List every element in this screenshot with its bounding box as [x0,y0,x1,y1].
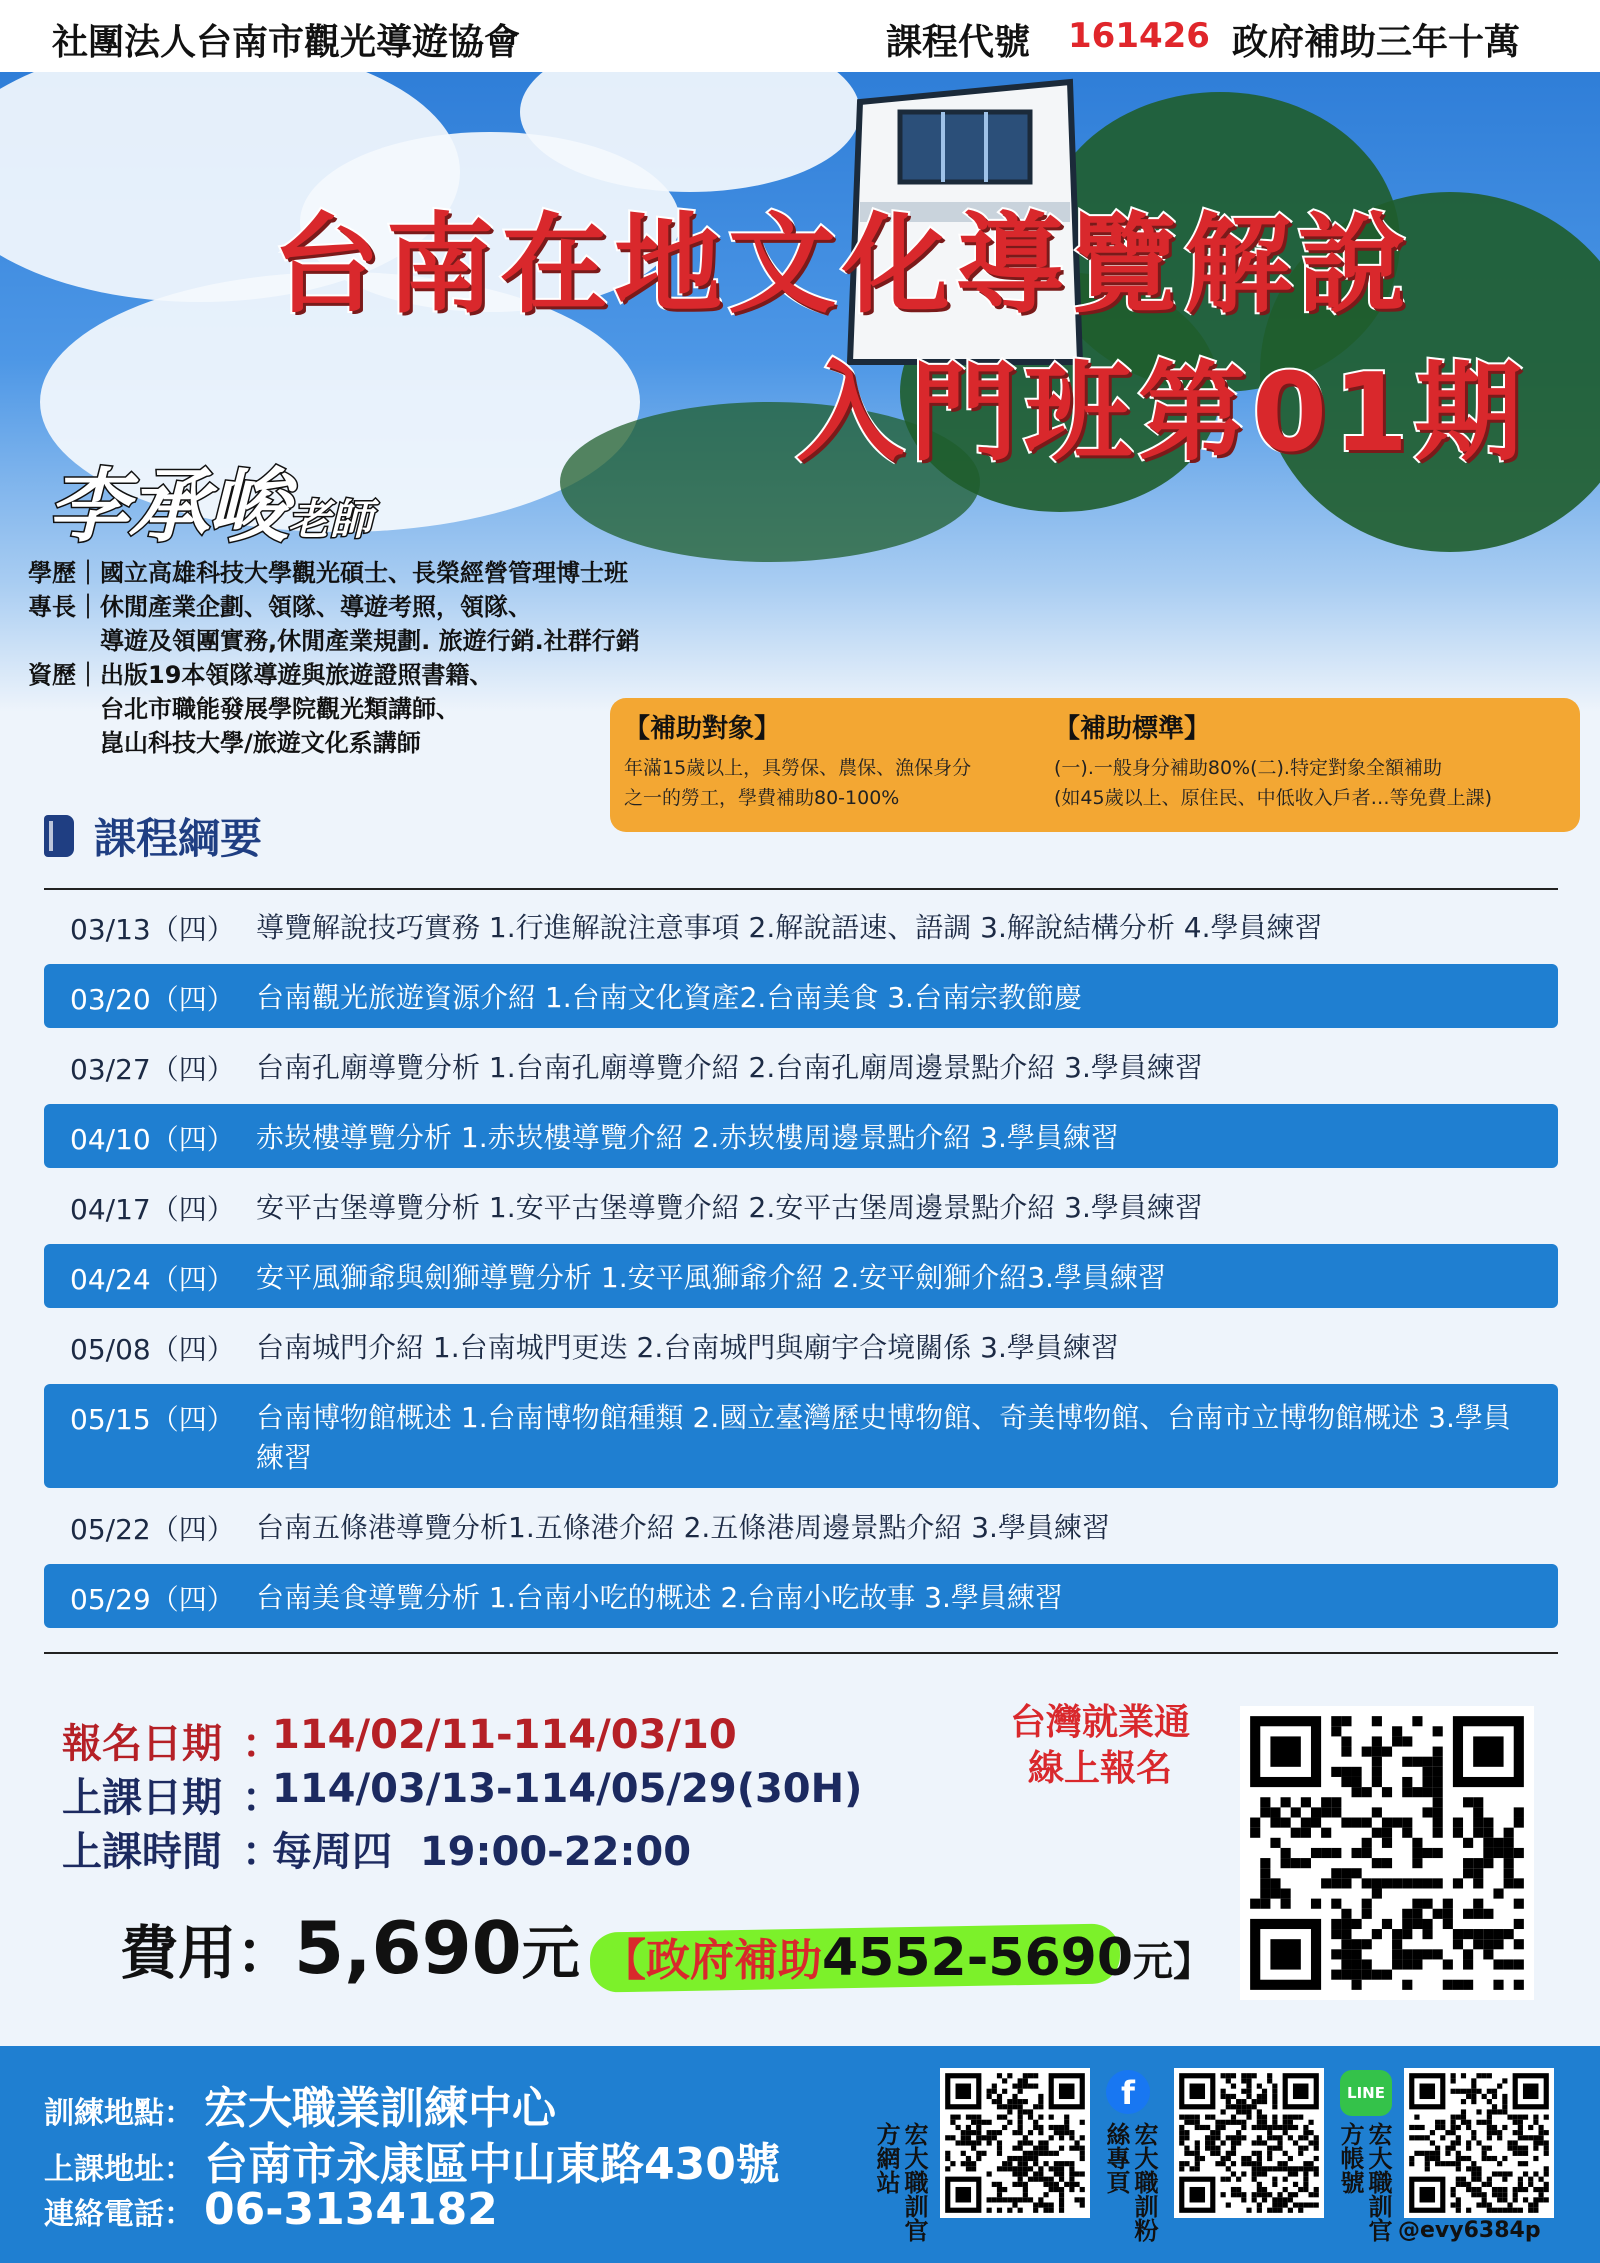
schedule-desc: 台南美食導覽分析 1.台南小吃的概述 2.台南小吃故事 3.學員練習 [256,1581,1063,1614]
teacher-name-text: 李承峻 [48,460,288,553]
venue-value: 宏大職業訓練中心 [204,2083,556,2134]
online-signup-line2: 線上報名 [1027,1748,1172,1789]
class-date [62,1766,862,1820]
bio-text: 出版19本領隊導遊與旅遊證照書籍、 台北市職能發展學院觀光類講師、 崑山科技大學/旅遊文化系講師 [100,661,494,757]
fee-unit: 元 [521,1919,580,1987]
bio-education [28,556,728,590]
schedule-date: 04/10（四） [70,1123,235,1156]
address [44,2128,780,2192]
venue-label: 訓練地點： [44,2096,194,2131]
bio-text: 國立高雄科技大學觀光碩士、長榮經營管理博士班 [100,559,628,587]
schedule-date: 05/15（四） [70,1403,235,1436]
schedule-date: 03/20（四） [70,983,235,1016]
subsidy-target-text: 年滿15歲以上，具勞保、農保、漁保身分 之一的勞工，學費補助80-100% [624,757,972,809]
signup-date-value: 114/02/11-114/03/10 [272,1712,737,1758]
schedule-desc: 赤崁樓導覽分析 1.赤崁樓導覽介紹 2.赤崁樓周邊景點介紹 3.學員練習 [256,1121,1119,1154]
qr-website-label: 宏大職訓官方網站 [872,2122,928,2242]
schedule-date: 04/24（四） [70,1263,235,1296]
signup-date-label: 報名日期 [62,1721,222,1767]
colon: ： [242,1829,282,1875]
schedule-row [44,1174,1558,1238]
qr-code-line[interactable] [1404,2068,1554,2218]
subsidy-standard-text: (一).一般身分補助80%(二).特定對象全額補助 (如45歲以上、原住民、中低收入戶者…等免費上課) [1054,757,1493,809]
schedule-row [44,964,1558,1028]
class-date-label: 上課日期 [62,1775,222,1821]
schedule-date: 03/13（四） [70,913,235,946]
schedule-desc: 安平古堡導覽分析 1.安平古堡導覽介紹 2.安平古堡周邊景點介紹 3.學員練習 [256,1191,1203,1224]
divider-top [44,888,1558,890]
gov-subsidy [602,1924,1213,1988]
qr-code-website[interactable] [940,2068,1090,2218]
course-title-line1: 台南在地文化導覽解說 [272,203,1413,328]
address-value: 台南市永康區中山東路430號 [204,2139,780,2190]
enrollment-info [62,1712,862,1874]
schedule-row [44,1494,1558,1558]
facebook-icon: f [1106,2070,1150,2114]
online-signup[interactable] [980,1700,1220,1792]
teacher-name [48,442,372,557]
class-time [62,1820,862,1874]
line-icon: LINE [1340,2070,1392,2116]
bio-specialty [28,590,728,658]
schedule-row [44,1034,1558,1098]
qr-line-label: 宏大職訓官方帳號 [1336,2122,1392,2242]
bio-label: 學歷｜ [28,559,100,587]
schedule-date: 03/27（四） [70,1053,235,1086]
schedule-desc: 導覽解說技巧實務 1.行進解說注意事項 2.解說語速、語調 3.解說結構分析 4.學員練習 [256,911,1323,944]
course-title-line2: 入門班第01期 [796,351,1529,476]
qr-code-fanpage[interactable] [1174,2068,1324,2218]
gov-subsidy-amount: 4552-5690 [822,1928,1134,1988]
schedule-row [44,894,1558,958]
schedule-row [44,1564,1558,1628]
subsidy-target-heading: 【補助對象】 [624,714,781,744]
schedule-date: 05/29（四） [70,1583,235,1616]
organization-name: 社團法人台南市觀光導遊協會 [52,22,521,63]
subsidy-note: 政府補助三年十萬 [1232,22,1521,63]
bio-label: 資歷｜ [28,661,100,689]
fee [120,1906,580,1990]
schedule-date: 05/22（四） [70,1513,235,1546]
course-schedule [44,894,1558,1634]
bio-label: 專長｜ [28,593,100,621]
subsidy-info-box [610,698,1580,832]
subsidy-standard [1054,708,1574,813]
schedule-row [44,1244,1558,1308]
qr-fanpage-label: 宏大職訓粉絲專頁 [1102,2122,1158,2242]
teacher-suffix: 老師 [288,495,373,544]
subsidy-standard-heading: 【補助標準】 [1054,714,1211,744]
fee-label: 費用： [120,1919,295,1987]
gov-subsidy-close: 元】 [1133,1939,1214,1985]
book-icon [44,815,74,857]
venue [44,2072,556,2136]
schedule-row [44,1314,1558,1378]
line-handle: @evy6384p [1398,2218,1541,2243]
schedule-desc: 台南博物館概述 1.台南博物館種類 2.國立臺灣歷史博物館、奇美博物館、台南市立博物館概述 3.學員練習 [256,1401,1511,1474]
fee-amount: 5,690 [294,1906,522,1990]
class-date-value: 114/03/13-114/05/29(30H) [272,1766,863,1812]
phone [44,2184,498,2235]
bio-text: 休閒產業企劃、領隊、導遊考照，領隊、 導遊及領團實務,休閒產業規劃. 旅遊行銷.社群行銷 [100,593,640,655]
schedule-row [44,1104,1558,1168]
outline-title: 課程綱要 [94,814,263,863]
schedule-desc: 台南五條港導覽分析1.五條港介紹 2.五條港周邊景點介紹 3.學員練習 [256,1511,1110,1544]
schedule-row [44,1384,1558,1488]
schedule-date: 05/08（四） [70,1333,235,1366]
class-time-label: 上課時間 [62,1829,222,1875]
phone-label: 連絡電話： [44,2197,194,2232]
subsidy-target [624,708,1044,813]
schedule-date: 04/17（四） [70,1193,235,1226]
address-label: 上課地址： [44,2152,194,2187]
schedule-desc: 台南孔廟導覽分析 1.台南孔廟導覽介紹 2.台南孔廟周邊景點介紹 3.學員練習 [256,1051,1203,1084]
schedule-desc: 台南觀光旅遊資源介紹 1.台南文化資產2.台南美食 3.台南宗教節慶 [256,981,1082,1014]
colon: ： [242,1775,282,1821]
gov-subsidy-open: 【政府補助 [602,1935,822,1986]
qr-code-signup[interactable] [1240,1706,1534,2000]
signup-date [62,1712,862,1766]
online-signup-line1: 台灣就業通 [1009,1702,1190,1743]
course-code-label: 課程代號 [886,22,1031,63]
top-bar [0,0,1600,72]
class-time-value: 每周四 19:00-22:00 [272,1829,692,1875]
schedule-desc: 台南城門介紹 1.台南城門更迭 2.台南城門與廟宇合境關係 3.學員練習 [256,1331,1119,1364]
divider-bottom [44,1652,1558,1654]
schedule-desc: 安平風獅爺與劍獅導覽分析 1.安平風獅爺介紹 2.安平劍獅介紹3.學員練習 [256,1261,1166,1294]
outline-header [44,806,262,866]
course-code: 161426 [1068,16,1210,56]
phone-value: 06-3134182 [204,2184,498,2235]
colon: ： [242,1721,282,1767]
